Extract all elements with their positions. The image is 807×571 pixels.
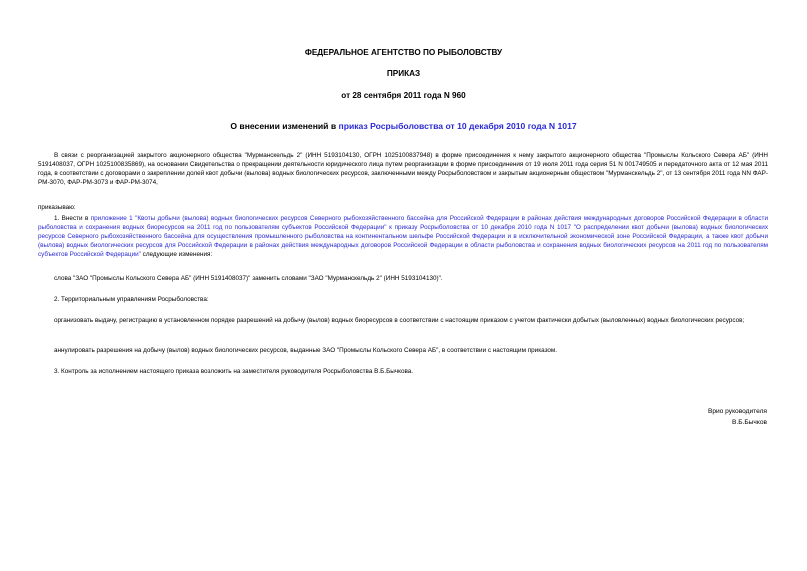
subject-link[interactable]: приказ Росрыболовства от 10 декабря 2010 года N 1017 [338,121,577,131]
agency-title: ФЕДЕРАЛЬНОЕ АГЕНТСТВО ПО РЫБОЛОВСТВУ [304,48,503,57]
replace-paragraph: слова "ЗАО "Промыслы Кольского Севера АБ" (ИНН 5191408037)" заменить словами "ЗАО "Мурманскельдь 2" (ИНН 5193104130)". [54,275,443,282]
item-1-suffix: следующие изменения: [140,251,213,259]
organize-paragraph: организовать выдачу, регистрацию в установленном порядке разрешений на добычу (вылов) водных биоресурсов в соответствии с настоящим приказом с учетом фактически добытых (выловленных) водных биологических ресурсов; [54,317,745,324]
item-3-paragraph: 3. Контроль за исполнением настоящего приказа возложить на заместителя руководителя Росрыболовства В.Б.Бычкова. [54,368,414,375]
item-2-paragraph: 2. Территориальным управлениям Росрыболовства: [54,296,209,303]
subject-prefix: О внесении изменений в [230,121,339,131]
item-1-link[interactable]: приложение 1 "Квоты добычи (вылова) водных биологических ресурсов Северного рыбохозяйственного бассейна для Российской Федерации в районах действия международных договоров Российской Федерации в области рыболовства и сохранения водных биоресурсов на 2011 год по пользователям субъектов Российской Федерации" к приказу Росрыболовства от 10 декабря 2010 года N 1017 "О распределении квот добычи (вылова) водных биологических ресурсов Северного рыбохозяйственного бассейна для осуществления промышленного рыболовства на континентальном шельфе Российской Федерации и в исключительной экономической зоне Российской Федерации, а также квот добычи (вылова) водных биологических ресурсов для Российской Федерации в районах действия международных договоров Российской Федерации в области рыболовства и сохранения водных биологических ресурсов на 2011 год по пользователям субъектов Российской Федерации" [38,215,768,259]
order-word: приказываю: [38,204,76,211]
signature-name: В.Б.Бычков [731,419,767,426]
doc-date-number: от 28 сентября 2011 года N 960 [341,91,466,100]
doc-type-title: ПРИКАЗ [386,69,421,78]
annul-paragraph: аннулировать разрешения на добычу (вылов) водных биологических ресурсов, выданные ЗАО "Промыслы Кольского Севера АБ", в соответствии с настоящим приказом. [54,347,558,354]
basis-paragraph: В связи с реорганизацией закрытого акционерного общества "Мурманскельдь 2" (ИНН 5193104130, ОГРН 1025100837948) в форме присоединения к нему закрытого акционерного общества "Промыслы Кольского Севера АБ" (ИНН 5191408037, ОГРН 1025100835869), на основании Свидетельства о прекращении деятельности юридического лица путем реорганизации в форме присоединения от 19 июля 2011 года серия 51 N 001749505 и передаточного акта от 12 мая 2011 года, в соответствии с договорами о закреплении долей квот добычи (вылова) водных биологических ресурсов, заключенными между Росрыболовством и закрытым акционерным обществом "Мурманскельдь 2", от 13 сентября 2011 года NN ФАР-РМ-3070, ФАР-РМ-3073 и ФАР-РМ-3074, [38,152,768,187]
signature-position: Врио руководителя [707,408,767,415]
doc-subject [0,121,807,131]
item-1-paragraph [38,214,768,259]
item-1-prefix: 1. Внести в [54,215,91,222]
